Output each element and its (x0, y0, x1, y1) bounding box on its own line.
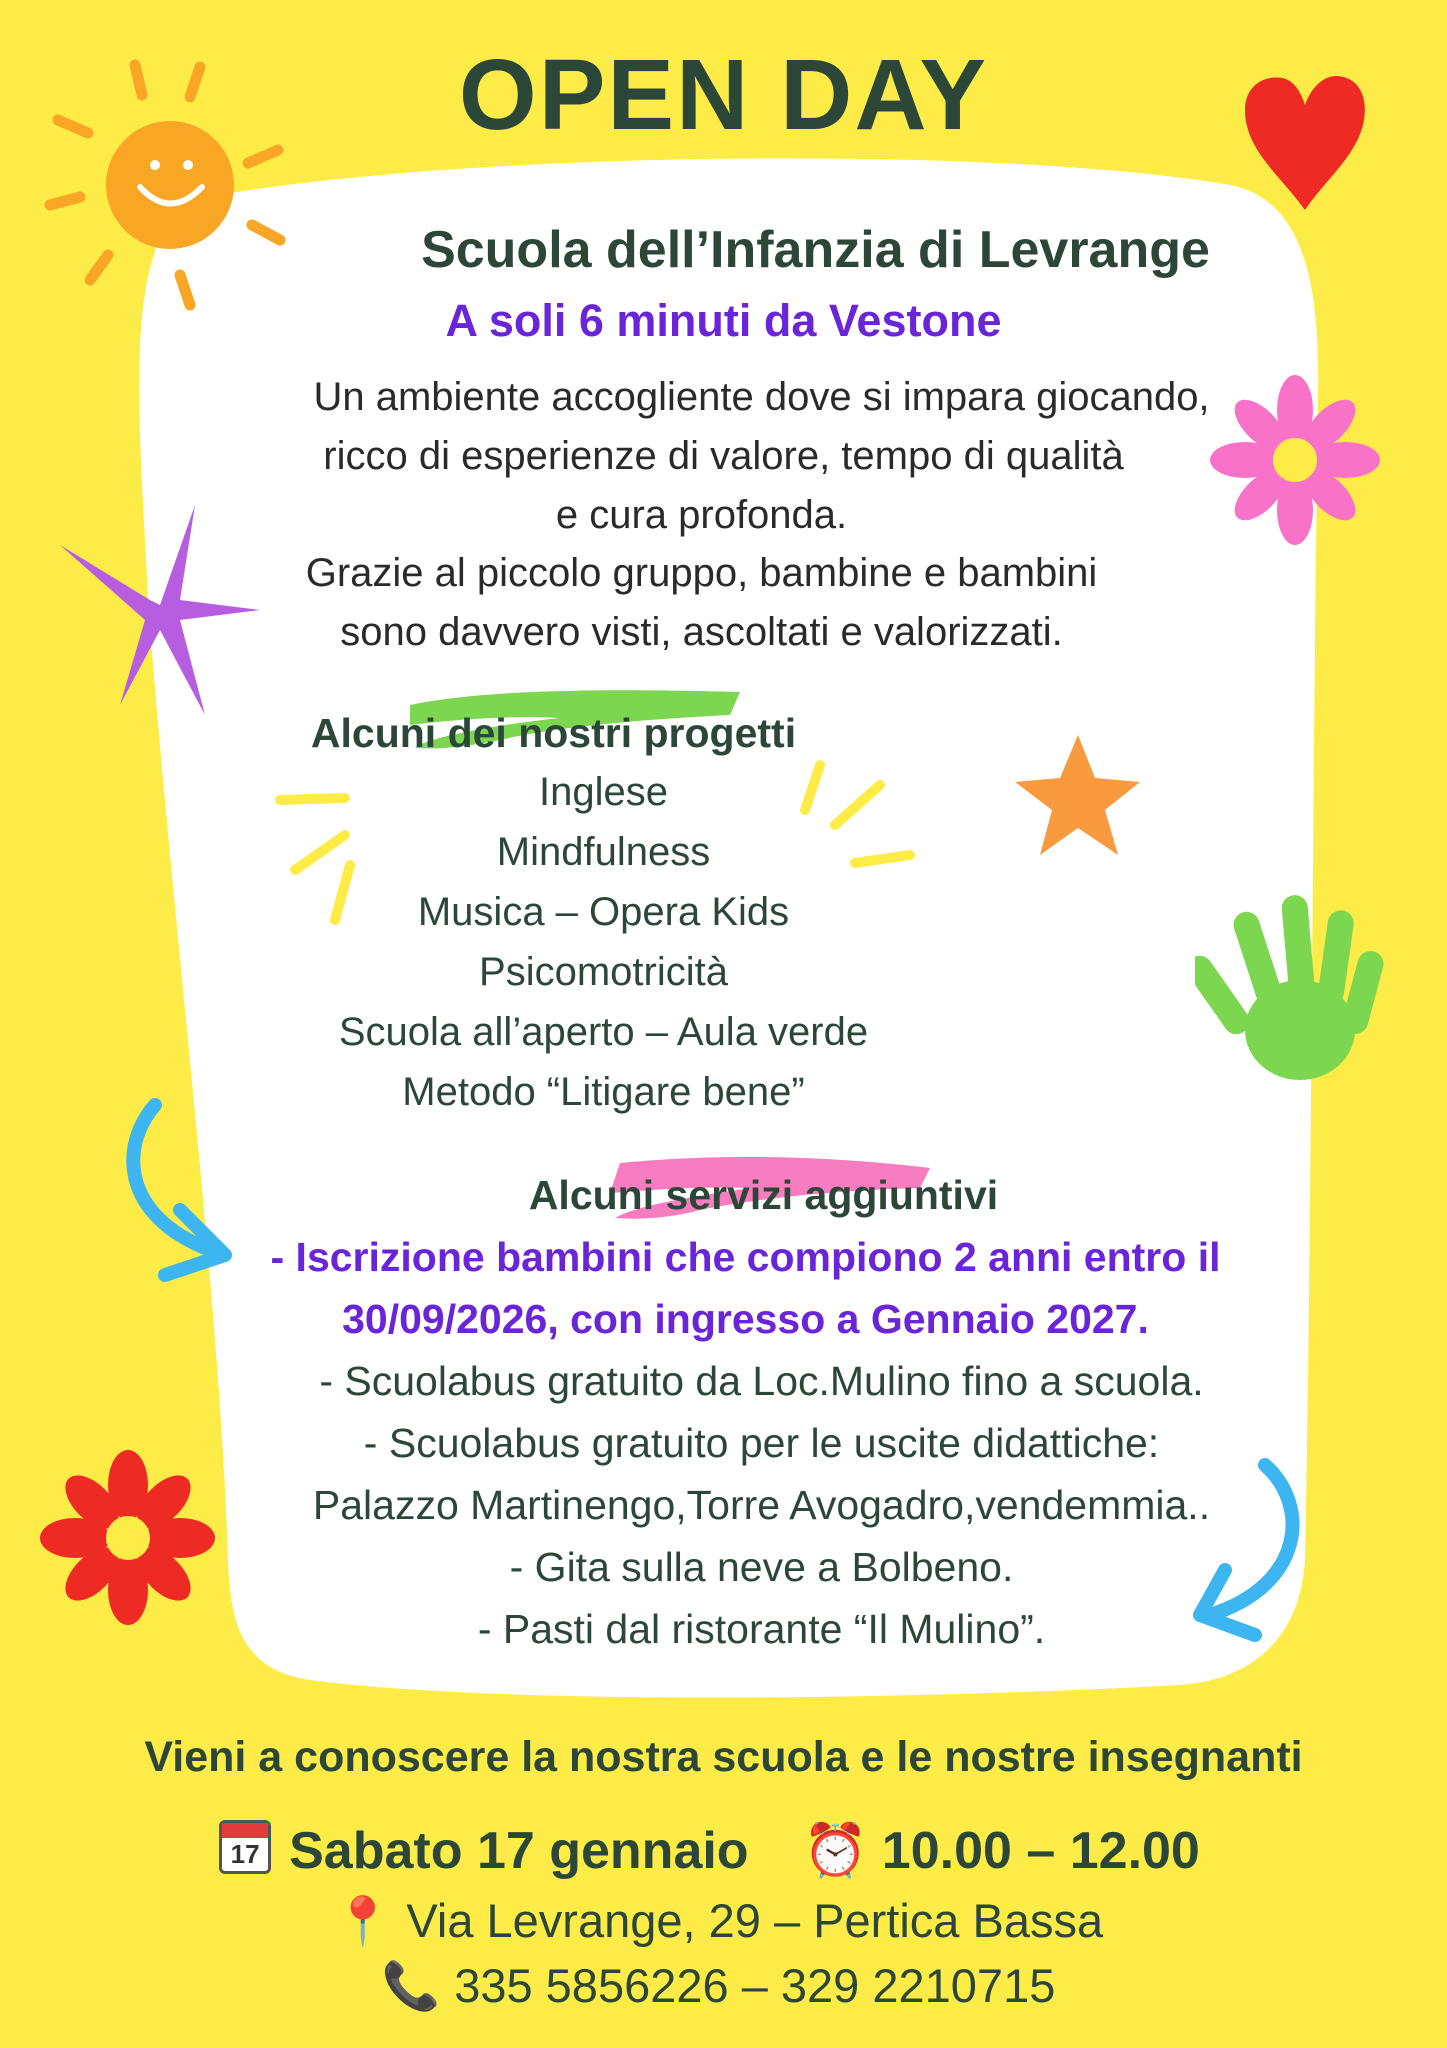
service-item: - Scuolabus gratuito per le uscite didattiche: (363, 1420, 1160, 1466)
project-item: Musica – Opera Kids (417, 890, 790, 934)
phone-row (0, 1958, 1442, 2014)
enrollment-note: - Iscrizione bambini che compiono 2 anni entro il (270, 1234, 1221, 1280)
service-item: Palazzo Martinengo,Torre Avogadro,vendemmia.. (312, 1482, 1211, 1528)
school-name: Scuola dell’Infanzia di Levrange (421, 221, 1210, 279)
phone-icon: 📞 (381, 1959, 441, 2012)
project-item: Psicomotricità (479, 950, 728, 994)
service-item: - Pasti dal ristorante “Il Mulino”. (477, 1606, 1046, 1652)
description-line: ricco di esperienze di valore, tempo di qualità (323, 434, 1124, 478)
page-title: OPEN DAY (458, 39, 989, 151)
school-subtitle: A soli 6 minuti da Vestone (445, 295, 1002, 346)
phone-numbers[interactable]: 335 5856226 – 329 2210715 (454, 1959, 1056, 2012)
call-to-action: Vieni a conoscere la nostra scuola e le nostre insegnanti (144, 1733, 1303, 1781)
description-line: Grazie al piccolo gruppo, bambine e bambini (305, 551, 1098, 595)
project-item: Metodo “Litigare bene” (402, 1070, 805, 1114)
project-item: Inglese (539, 770, 668, 814)
event-time: 10.00 – 12.00 (881, 1822, 1200, 1880)
description-line: Un ambiente accogliente dove si impara giocando, (313, 375, 1210, 419)
pin-icon: 📍 (333, 1894, 393, 1947)
enrollment-note: 30/09/2026, con ingresso a Gennaio 2027. (342, 1296, 1149, 1342)
service-item: - Gita sulla neve a Bolbeno. (509, 1544, 1014, 1590)
calendar-icon: 17 (219, 1820, 271, 1874)
flower-icon (40, 1450, 215, 1625)
services-heading: Alcuni servizi aggiuntivi (528, 1172, 999, 1218)
description-line: sono davvero visti, ascoltati e valorizzati. (340, 610, 1063, 654)
alarm-clock-icon: ⏰ (803, 1822, 868, 1880)
address-text: Via Levrange, 29 – Pertica Bassa (406, 1894, 1104, 1947)
project-item: Mindfulness (496, 830, 711, 874)
projects-heading: Alcuni dei nostri progetti (310, 710, 797, 756)
description-line: e cura profonda. (555, 493, 848, 537)
project-item: Scuola all’aperto – Aula verde (338, 1010, 869, 1054)
event-date: Sabato 17 gennaio (289, 1822, 749, 1880)
service-item: - Scuolabus gratuito da Loc.Mulino fino a scuola. (319, 1358, 1204, 1404)
address-row (0, 1893, 1442, 1949)
date-time-row (0, 1820, 1433, 1881)
